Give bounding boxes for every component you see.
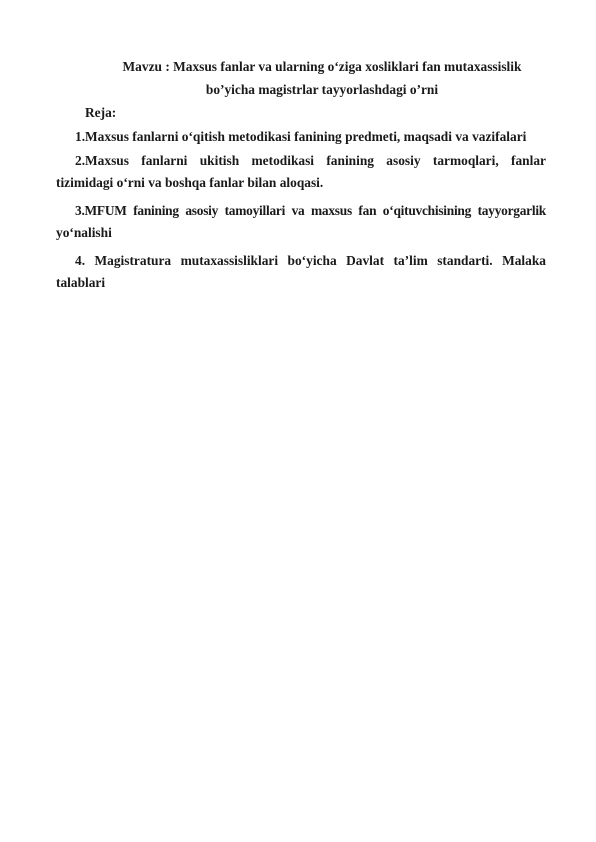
plan-item-1: [60, 126, 546, 148]
document-title-line-1: Mavzu : Maxsus fanlar va ularning o‘ziga xosliklari fan mutaxassislik: [122, 59, 522, 74]
plan-item-2: [56, 150, 546, 194]
plan-item-2-line-1: 2.Maxsus fanlarni ukitish metodikasi fanining asosiy tarmoqlari, fanlar: [75, 153, 546, 168]
plan-item-3: [56, 200, 546, 244]
plan-item-4-line-2: talablari: [56, 275, 106, 290]
plan-item-2-line-2: tizimidagi o‘rni va boshqa fanlar bilan aloqasi.: [56, 175, 324, 190]
plan-item-3-line-1: 3.MFUM fanining asosiy tamoyillari va maxsus fan o‘qituvchisining tayyorgarlik: [75, 203, 546, 218]
plan-heading: Reja:: [85, 105, 117, 120]
plan-item-3-line-2: yo‘nalishi: [56, 225, 112, 240]
plan-item-4-line-1: 4. Magistratura mutaxassisliklari bo‘yicha Davlat ta’lim standarti. Malaka: [75, 253, 546, 268]
plan-item-4: [56, 250, 546, 294]
plan-item-1-line-1: 1.Maxsus fanlarni o‘qitish metodikasi fanining predmeti, maqsadi va vazifalari: [75, 129, 527, 144]
document-title-line-2: bo’yicha magistrlar tayyorlashdagi o’rni: [205, 82, 439, 97]
